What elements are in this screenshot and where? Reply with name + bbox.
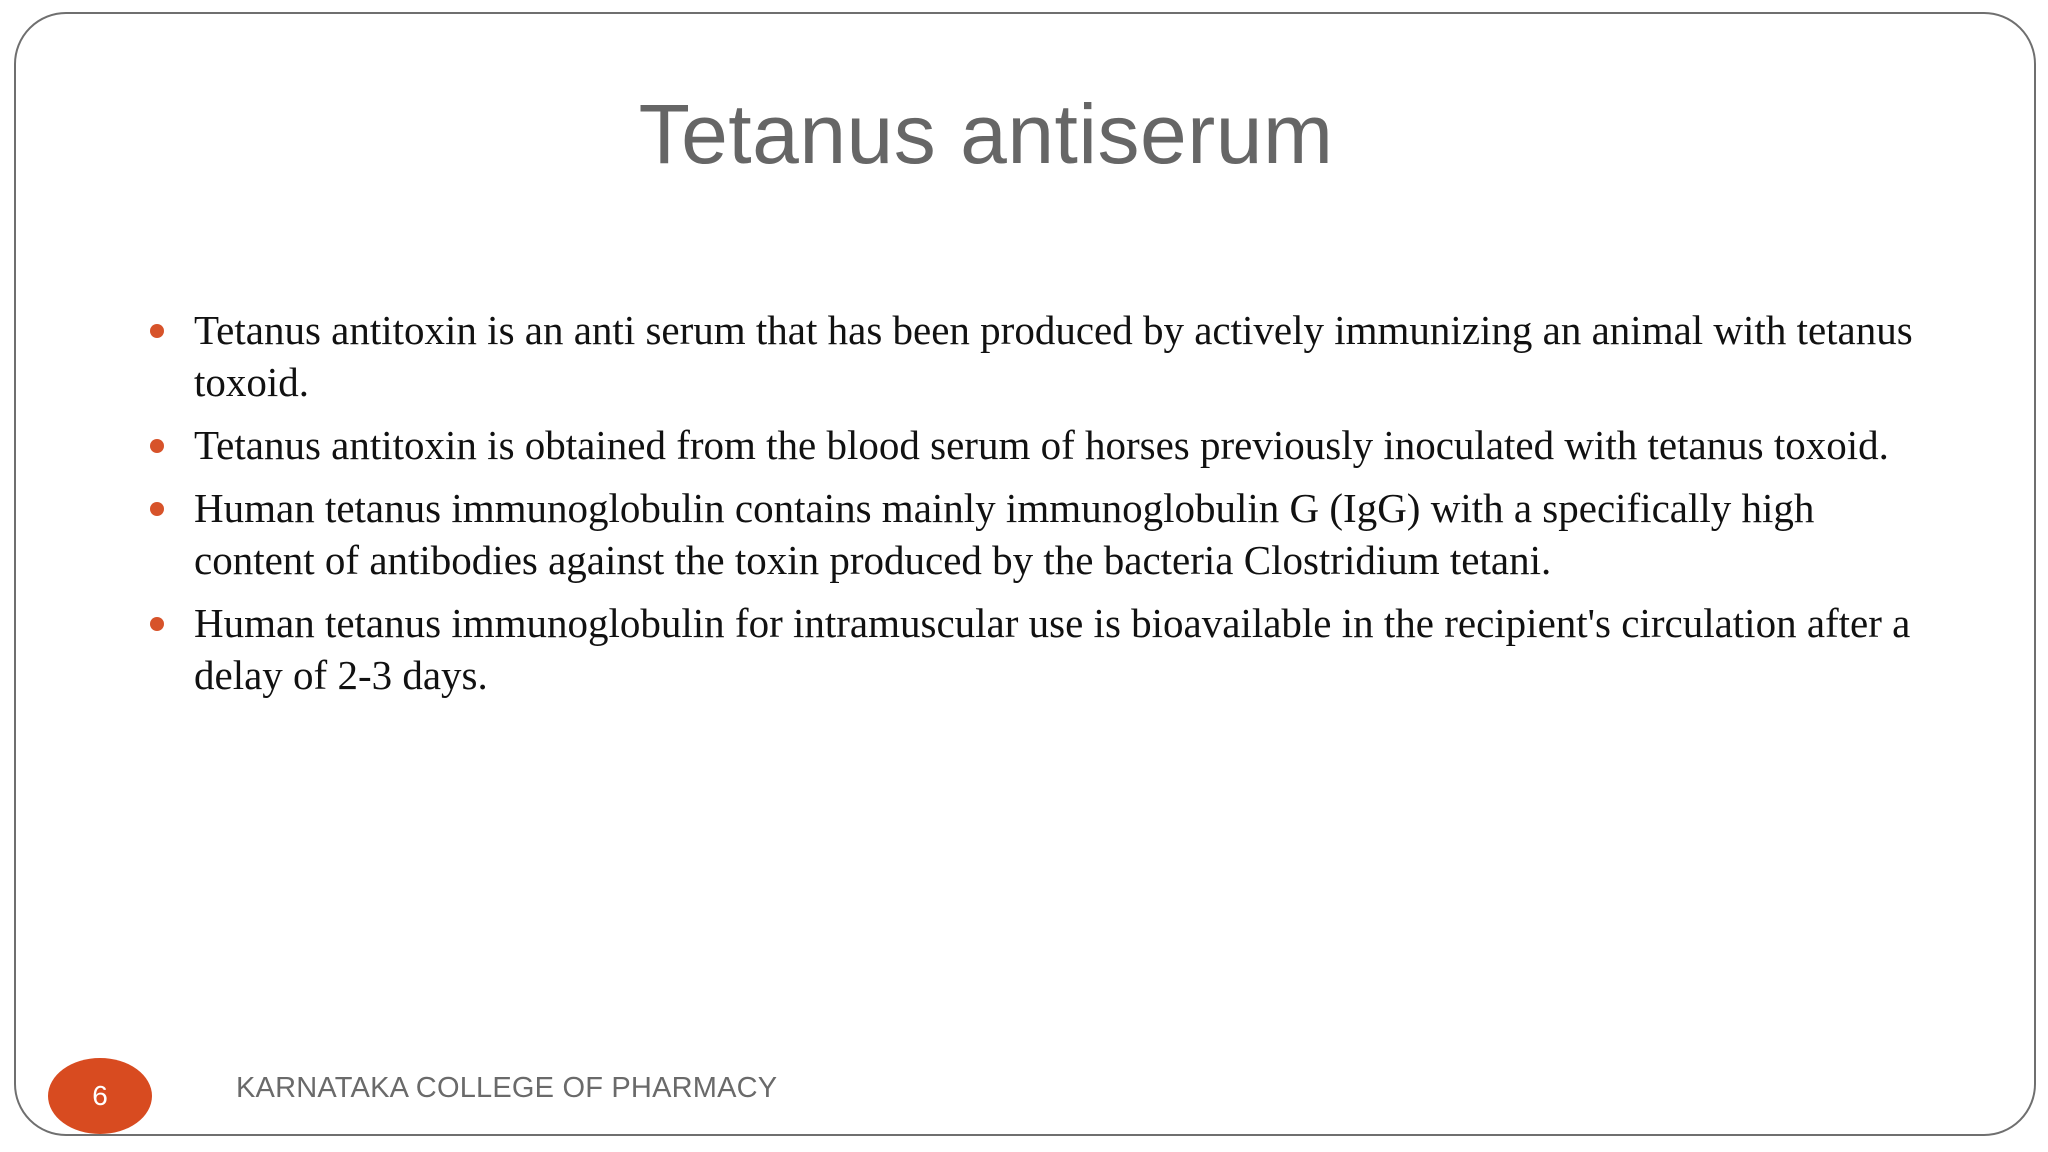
bullet-list [150,304,1920,712]
bullet-text: Tetanus antitoxin is an anti serum that has been produced by actively immunizing an animal with tetanus toxoid. [194,307,1913,405]
bullet-dot-icon [150,502,164,516]
footer-text: KARNATAKA COLLEGE OF PHARMACY [236,1072,778,1104]
bullet-item [150,597,1920,701]
page-number-badge: 6 [48,1058,152,1134]
bullet-dot-icon [150,439,164,453]
bullet-text: Human tetanus immunoglobulin for intramuscular use is bioavailable in the recipient's circulation after a delay of 2-3 days. [194,600,1911,698]
bullet-text: Tetanus antitoxin is obtained from the blood serum of horses previously inoculated with tetanus toxoid. [194,422,1889,468]
bullet-text: Human tetanus immunoglobulin contains mainly immunoglobulin G (IgG) with a specifically high content of antibodies against the toxin produced by the bacteria Clostridium tetani. [194,485,1815,583]
bullet-item [150,482,1920,586]
slide-title: Tetanus antiserum [638,87,1334,181]
bullet-dot-icon [150,617,164,631]
slide [14,12,2036,1136]
bullet-item [150,304,1920,408]
bullet-item [150,419,1920,471]
bullet-dot-icon [150,324,164,338]
